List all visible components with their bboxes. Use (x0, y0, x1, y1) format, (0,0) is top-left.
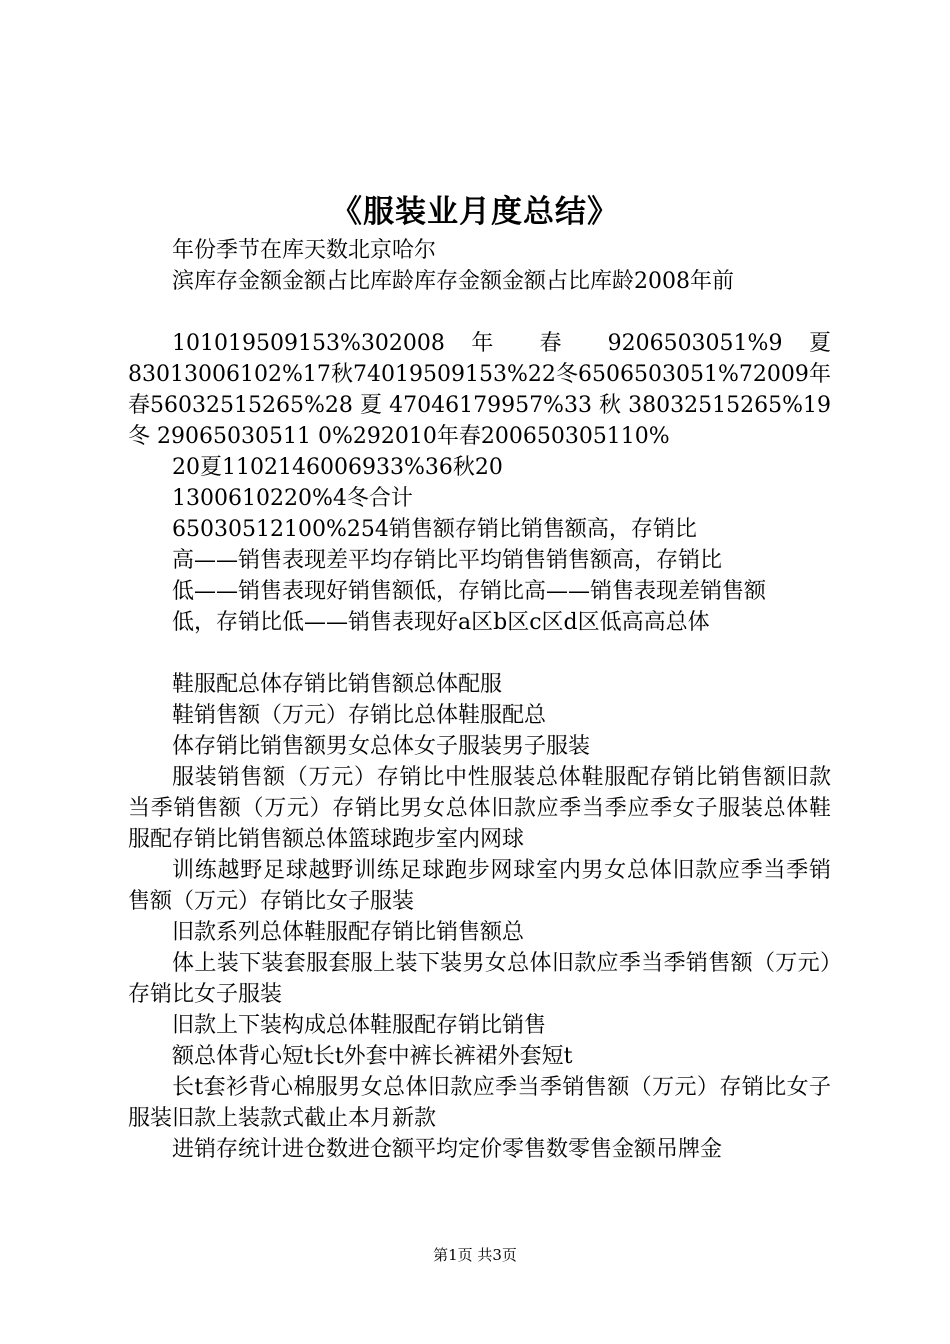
paragraph: 低，存销比低——销售表现好a区b区c区d区低高高总体 (172, 610, 710, 635)
paragraph: 滨库存金额金额占比库龄库存金额金额占比库龄2008年前 (172, 269, 734, 294)
paragraph: 体上装下装套服套服上装下装男女总体旧款应季当季销售额（万元）存销比女子服装 (128, 951, 831, 1007)
paragraph: 101019509153%302008 年 春 9206503051%9 夏 83013006102%17秋74019509153%22冬6506503051%72009年春56032515265%28 夏 47046179957%33 秋 38032515265%19 冬 29065030511 0%292010年春200650305110% (128, 331, 831, 449)
paragraph: 1300610220%4冬合计 (172, 486, 413, 511)
document-title: 《服装业月度总结》 (331, 194, 619, 230)
paragraph: 服装销售额（万元）存销比中性服装总体鞋服配存销比销售额旧款当季销售额（万元）存销比男女总体旧款应季当季应季女子服装总体鞋服配存销比销售额总体篮球跑步室内网球 (128, 765, 831, 852)
page-footer: 第1页 共3页 (433, 1246, 517, 1264)
paragraph: 旧款系列总体鞋服配存销比销售额总 (172, 920, 525, 945)
paragraph: 65030512100%254销售额存销比销售额高，存销比 (172, 517, 697, 542)
paragraph: 高——销售表现差平均存销比平均销售销售额高，存销比 (172, 548, 723, 573)
paragraph: 体存销比销售额男女总体女子服装男子服装 (172, 734, 591, 759)
paragraph: 鞋销售额（万元）存销比总体鞋服配总 (172, 703, 547, 728)
paragraph: 20夏1102146006933%36秋20 (172, 455, 503, 480)
paragraph: 额总体背心短t长t外套中裤长裤裙外套短t (172, 1044, 573, 1069)
document-body (128, 235, 831, 1165)
paragraph: 年份季节在库天数北京哈尔 (172, 238, 437, 263)
paragraph: 鞋服配总体存销比销售额总体配服 (172, 672, 503, 697)
paragraph: 旧款上下装构成总体鞋服配存销比销售 (172, 1013, 547, 1038)
paragraph: 长t套衫背心棉服男女总体旧款应季当季销售额（万元）存销比女子服装旧款上装款式截止本月新款 (128, 1075, 831, 1131)
paragraph: 进销存统计进仓数进仓额平均定价零售数零售金额吊牌金 (172, 1137, 723, 1162)
paragraph: 低——销售表现好销售额低，存销比高——销售表现差销售额 (172, 579, 767, 604)
paragraph: 训练越野足球越野训练足球跑步网球室内男女总体旧款应季当季销售额（万元）存销比女子服装 (128, 858, 831, 914)
